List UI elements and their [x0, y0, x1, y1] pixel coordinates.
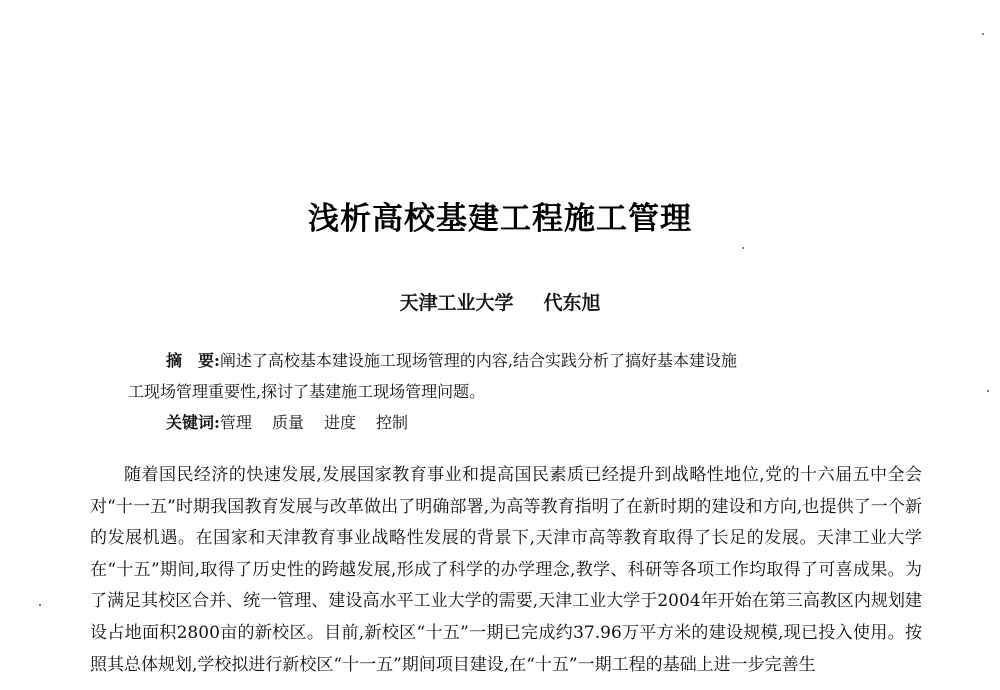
scan-speck [39, 604, 41, 606]
keyword-term: 进度 [323, 413, 356, 432]
paper-title: 浅析高校基建工程施工管理 [308, 201, 692, 237]
keyword-term: 质量 [271, 413, 304, 432]
scan-speck [987, 390, 989, 392]
abstract-line-2: 工现场管理重要性,探讨了基建施工现场管理问题。 [128, 382, 486, 401]
byline [0, 288, 1000, 315]
keyword-term: 控制 [375, 413, 408, 432]
keywords-label: 关键词: [166, 413, 220, 432]
body-section [90, 460, 922, 681]
keyword-term: 管理 [219, 413, 252, 432]
keywords-line [166, 410, 428, 433]
abstract-line-1 [166, 348, 737, 371]
author-name: 代东旭 [543, 292, 601, 314]
scan-speck [982, 33, 984, 35]
author-affiliation: 天津工业大学 [399, 292, 514, 314]
abstract-text-1: 阐述了高校基本建设施工现场管理的内容,结合实践分析了搞好基本建设施 [219, 351, 738, 370]
abstract-label: 摘 要: [166, 351, 220, 370]
body-paragraph: 随着国民经济的快速发展,发展国家教育事业和提高国民素质已经提升到战略性地位,党的十六届五中全会对“十一五”时期我国教育发展与改革做出了明确部署,为高等教育指明了在新时期的建设和方向,也提供了一个新的发展机遇。在国家和天津教育事业战略性发展的背景下,天津市高等教育取得了长足的发展。天津工业大学在“十五”期间,取得了历史性的跨越发展,形成了科学的办学理念,教学、科研等各项工作均取得了可喜成果。为了满足其校区合并、统一管理、建设高水平工业大学的需要,天津工业大学于2004年开始在第三高教区内规划建设占地面积2800亩的新校区。目前,新校区“十五”一期已完成约37.96万平方米的建设规模,现已投入使用。按照其总体规划,学校拟进行新校区“十一五”期间项目建设,在“十五”一期工程的基础上进一步完善生 [90, 465, 922, 675]
scan-speck [742, 247, 744, 249]
